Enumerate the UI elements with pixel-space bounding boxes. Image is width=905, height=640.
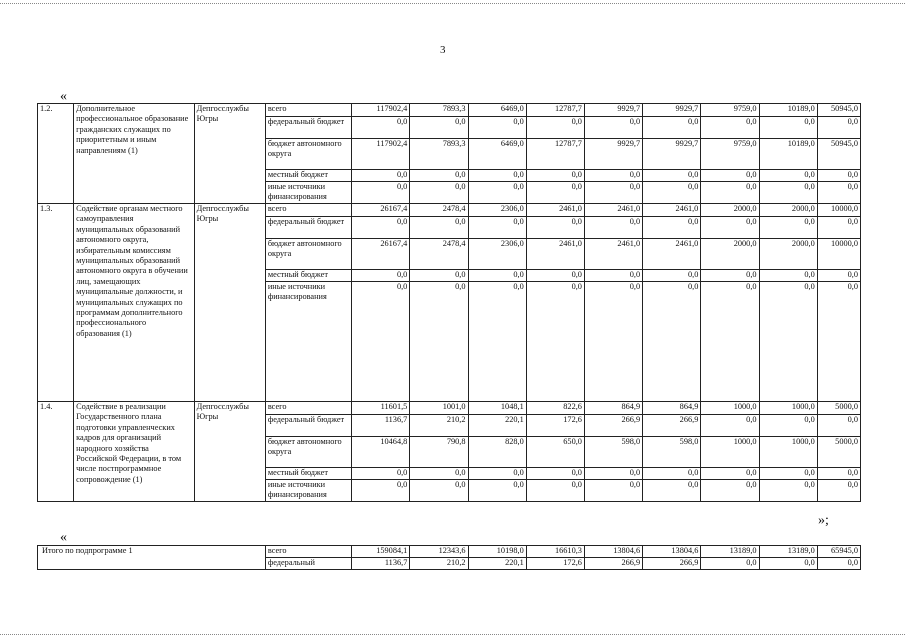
amount-cell: 11601,5 bbox=[352, 402, 410, 415]
amount-cell: 2461,0 bbox=[643, 204, 701, 217]
amount-cell: 0,0 bbox=[759, 282, 817, 402]
amount-cell: 864,9 bbox=[643, 402, 701, 415]
amount-cell: 0,0 bbox=[643, 270, 701, 282]
amount-cell: 0,0 bbox=[410, 480, 468, 502]
amount-cell: 0,0 bbox=[468, 182, 526, 204]
amount-cell: 0,0 bbox=[584, 182, 642, 204]
amount-cell: 266,9 bbox=[584, 415, 642, 437]
amount-cell: 0,0 bbox=[584, 170, 642, 182]
amount-cell: 0,0 bbox=[643, 282, 701, 402]
amount-cell: 9929,7 bbox=[643, 104, 701, 117]
amount-cell: 1001,0 bbox=[410, 402, 468, 415]
funding-source: федеральный бюджет bbox=[265, 415, 351, 437]
amount-cell: 2461,0 bbox=[526, 239, 584, 270]
funding-source: федеральный бюджет bbox=[265, 217, 351, 239]
funding-source: всего bbox=[265, 204, 351, 217]
amount-cell: 0,0 bbox=[817, 558, 860, 570]
amount-cell: 266,9 bbox=[643, 558, 701, 570]
subprogram-activities-table bbox=[37, 103, 861, 502]
amount-cell: 9759,0 bbox=[701, 104, 759, 117]
amount-cell: 0,0 bbox=[410, 282, 468, 402]
amount-cell: 0,0 bbox=[410, 117, 468, 139]
amount-cell: 2461,0 bbox=[643, 239, 701, 270]
amount-cell: 5000,0 bbox=[817, 437, 860, 468]
subprogram-totals-table bbox=[37, 545, 861, 570]
amount-cell: 0,0 bbox=[410, 182, 468, 204]
amount-cell: 0,0 bbox=[410, 468, 468, 480]
amount-cell: 0,0 bbox=[584, 480, 642, 502]
amount-cell: 7893,3 bbox=[410, 139, 468, 170]
amount-cell: 10000,0 bbox=[817, 239, 860, 270]
amount-cell: 0,0 bbox=[817, 217, 860, 239]
amount-cell: 598,0 bbox=[643, 437, 701, 468]
amount-cell: 0,0 bbox=[526, 117, 584, 139]
amount-cell: 0,0 bbox=[526, 480, 584, 502]
amount-cell: 864,9 bbox=[584, 402, 642, 415]
amount-cell: 0,0 bbox=[410, 217, 468, 239]
amount-cell: 0,0 bbox=[817, 117, 860, 139]
amount-cell: 0,0 bbox=[817, 468, 860, 480]
funding-source: иные источники финансирования bbox=[265, 480, 351, 502]
amount-cell: 0,0 bbox=[701, 270, 759, 282]
amount-cell: 2461,0 bbox=[584, 239, 642, 270]
amount-cell: 0,0 bbox=[701, 170, 759, 182]
amount-cell: 0,0 bbox=[584, 270, 642, 282]
amount-cell: 13189,0 bbox=[701, 546, 759, 558]
amount-cell: 0,0 bbox=[643, 182, 701, 204]
amount-cell: 0,0 bbox=[468, 468, 526, 480]
amount-cell: 650,0 bbox=[526, 437, 584, 468]
funding-source: местный бюджет bbox=[265, 170, 351, 182]
amount-cell: 0,0 bbox=[352, 270, 410, 282]
amount-cell: 2478,4 bbox=[410, 204, 468, 217]
amount-cell: 0,0 bbox=[468, 270, 526, 282]
opening-quote-mark: « bbox=[60, 89, 67, 104]
activity-code: 1.2. bbox=[38, 104, 74, 204]
table-row bbox=[38, 402, 861, 415]
activity-name: Содействие в реализации Государственного плана подготовки управленческих кадров для организаций народного хозяйства Российской Федерации, в том числе постпрограммное сопровождение (1) bbox=[74, 402, 194, 502]
amount-cell: 0,0 bbox=[643, 468, 701, 480]
amount-cell: 0,0 bbox=[759, 415, 817, 437]
amount-cell: 0,0 bbox=[759, 468, 817, 480]
amount-cell: 0,0 bbox=[526, 217, 584, 239]
amount-cell: 50945,0 bbox=[817, 139, 860, 170]
amount-cell: 2461,0 bbox=[526, 204, 584, 217]
activity-code: 1.3. bbox=[38, 204, 74, 402]
amount-cell: 117902,4 bbox=[352, 139, 410, 170]
amount-cell: 2000,0 bbox=[759, 239, 817, 270]
amount-cell: 0,0 bbox=[468, 480, 526, 502]
amount-cell: 0,0 bbox=[759, 170, 817, 182]
amount-cell: 9929,7 bbox=[584, 104, 642, 117]
amount-cell: 10189,0 bbox=[759, 139, 817, 170]
amount-cell: 0,0 bbox=[643, 170, 701, 182]
amount-cell: 0,0 bbox=[468, 217, 526, 239]
amount-cell: 0,0 bbox=[526, 182, 584, 204]
amount-cell: 159084,1 bbox=[352, 546, 410, 558]
amount-cell: 0,0 bbox=[817, 182, 860, 204]
amount-cell: 0,0 bbox=[817, 282, 860, 402]
amount-cell: 13189,0 bbox=[759, 546, 817, 558]
amount-cell: 0,0 bbox=[352, 282, 410, 402]
amount-cell: 1136,7 bbox=[352, 415, 410, 437]
executor-name: Депгосслужбы Югры bbox=[194, 204, 265, 402]
funding-source: федеральный бюджет bbox=[265, 117, 351, 139]
amount-cell: 2306,0 bbox=[468, 204, 526, 217]
amount-cell: 0,0 bbox=[643, 217, 701, 239]
amount-cell: 0,0 bbox=[817, 270, 860, 282]
amount-cell: 12343,6 bbox=[410, 546, 468, 558]
amount-cell: 0,0 bbox=[352, 117, 410, 139]
amount-cell: 0,0 bbox=[526, 468, 584, 480]
amount-cell: 2000,0 bbox=[701, 204, 759, 217]
amount-cell: 598,0 bbox=[584, 437, 642, 468]
funding-source: бюджет автономного округа bbox=[265, 437, 351, 468]
amount-cell: 1000,0 bbox=[701, 402, 759, 415]
amount-cell: 0,0 bbox=[701, 468, 759, 480]
amount-cell: 1048,1 bbox=[468, 402, 526, 415]
amount-cell: 0,0 bbox=[817, 170, 860, 182]
amount-cell: 822,6 bbox=[526, 402, 584, 415]
funding-source: бюджет автономного округа bbox=[265, 139, 351, 170]
amount-cell: 210,2 bbox=[410, 558, 468, 570]
amount-cell: 828,0 bbox=[468, 437, 526, 468]
amount-cell: 1000,0 bbox=[759, 437, 817, 468]
funding-source: иные источники финансирования bbox=[265, 182, 351, 204]
amount-cell: 0,0 bbox=[759, 480, 817, 502]
amount-cell: 6469,0 bbox=[468, 139, 526, 170]
amount-cell: 172,6 bbox=[526, 558, 584, 570]
amount-cell: 0,0 bbox=[759, 217, 817, 239]
amount-cell: 9929,7 bbox=[643, 139, 701, 170]
amount-cell: 1000,0 bbox=[701, 437, 759, 468]
amount-cell: 0,0 bbox=[584, 282, 642, 402]
funding-source: местный бюджет bbox=[265, 270, 351, 282]
amount-cell: 0,0 bbox=[701, 480, 759, 502]
amount-cell: 0,0 bbox=[701, 415, 759, 437]
amount-cell: 0,0 bbox=[468, 117, 526, 139]
amount-cell: 0,0 bbox=[352, 182, 410, 204]
amount-cell: 0,0 bbox=[526, 270, 584, 282]
amount-cell: 172,6 bbox=[526, 415, 584, 437]
amount-cell: 790,8 bbox=[410, 437, 468, 468]
table-row bbox=[38, 546, 861, 558]
amount-cell: 2306,0 bbox=[468, 239, 526, 270]
amount-cell: 12787,7 bbox=[526, 139, 584, 170]
funding-source: всего bbox=[265, 546, 351, 558]
amount-cell: 10198,0 bbox=[468, 546, 526, 558]
funding-source: иные источники финансирования bbox=[265, 282, 351, 402]
amount-cell: 0,0 bbox=[701, 217, 759, 239]
activity-name: Содействие органам местного самоуправления муниципальных образований автономного округа, избирательным комиссиям муниципальных образований автономного округа в обучении лиц, замещающих муниципальные должности, и муниципальных служащих по программам дополнительного профессионального образования (1) bbox=[74, 204, 194, 402]
amount-cell: 2478,4 bbox=[410, 239, 468, 270]
amount-cell: 65945,0 bbox=[817, 546, 860, 558]
amount-cell: 0,0 bbox=[701, 182, 759, 204]
amount-cell: 13804,6 bbox=[643, 546, 701, 558]
funding-source: всего bbox=[265, 402, 351, 415]
funding-source: бюджет автономного округа bbox=[265, 239, 351, 270]
funding-source: федеральный bbox=[265, 558, 351, 570]
amount-cell: 266,9 bbox=[643, 415, 701, 437]
executor-name: Депгосслужбы Югры bbox=[194, 104, 265, 204]
amount-cell: 0,0 bbox=[584, 117, 642, 139]
amount-cell: 0,0 bbox=[352, 217, 410, 239]
amount-cell: 2461,0 bbox=[584, 204, 642, 217]
amount-cell: 2000,0 bbox=[701, 239, 759, 270]
amount-cell: 0,0 bbox=[352, 170, 410, 182]
amount-cell: 10000,0 bbox=[817, 204, 860, 217]
opening-quote-mark-totals: « bbox=[60, 530, 67, 545]
amount-cell: 0,0 bbox=[410, 270, 468, 282]
amount-cell: 0,0 bbox=[352, 480, 410, 502]
amount-cell: 0,0 bbox=[817, 415, 860, 437]
scan-top-edge bbox=[0, 3, 905, 4]
amount-cell: 117902,4 bbox=[352, 104, 410, 117]
amount-cell: 0,0 bbox=[759, 182, 817, 204]
executor-name: Депгосслужбы Югры bbox=[194, 402, 265, 502]
amount-cell: 0,0 bbox=[526, 282, 584, 402]
amount-cell: 266,9 bbox=[584, 558, 642, 570]
amount-cell: 0,0 bbox=[701, 117, 759, 139]
amount-cell: 210,2 bbox=[410, 415, 468, 437]
amount-cell: 6469,0 bbox=[468, 104, 526, 117]
amount-cell: 2000,0 bbox=[759, 204, 817, 217]
funding-source: местный бюджет bbox=[265, 468, 351, 480]
amount-cell: 7893,3 bbox=[410, 104, 468, 117]
amount-cell: 50945,0 bbox=[817, 104, 860, 117]
amount-cell: 12787,7 bbox=[526, 104, 584, 117]
table-row bbox=[38, 204, 861, 217]
amount-cell: 5000,0 bbox=[817, 402, 860, 415]
amount-cell: 16610,3 bbox=[526, 546, 584, 558]
funding-source: всего bbox=[265, 104, 351, 117]
amount-cell: 0,0 bbox=[410, 170, 468, 182]
amount-cell: 0,0 bbox=[817, 480, 860, 502]
amount-cell: 0,0 bbox=[468, 170, 526, 182]
amount-cell: 220,1 bbox=[468, 415, 526, 437]
amount-cell: 13804,6 bbox=[584, 546, 642, 558]
amount-cell: 0,0 bbox=[759, 117, 817, 139]
amount-cell: 10189,0 bbox=[759, 104, 817, 117]
amount-cell: 10464,8 bbox=[352, 437, 410, 468]
amount-cell: 0,0 bbox=[643, 117, 701, 139]
amount-cell: 0,0 bbox=[526, 170, 584, 182]
amount-cell: 9929,7 bbox=[584, 139, 642, 170]
amount-cell: 0,0 bbox=[701, 558, 759, 570]
amount-cell: 0,0 bbox=[701, 282, 759, 402]
amount-cell: 1136,7 bbox=[352, 558, 410, 570]
amount-cell: 0,0 bbox=[468, 282, 526, 402]
amount-cell: 0,0 bbox=[352, 468, 410, 480]
amount-cell: 220,1 bbox=[468, 558, 526, 570]
amount-cell: 0,0 bbox=[584, 468, 642, 480]
amount-cell: 26167,4 bbox=[352, 204, 410, 217]
amount-cell: 1000,0 bbox=[759, 402, 817, 415]
totals-label: Итого по подпрограмме 1 bbox=[38, 546, 266, 570]
page-number: 3 bbox=[440, 44, 446, 56]
amount-cell: 0,0 bbox=[759, 270, 817, 282]
amount-cell: 0,0 bbox=[584, 217, 642, 239]
scan-bottom-edge bbox=[0, 634, 905, 635]
amount-cell: 0,0 bbox=[759, 558, 817, 570]
activity-code: 1.4. bbox=[38, 402, 74, 502]
table-row bbox=[38, 104, 861, 117]
amount-cell: 0,0 bbox=[643, 480, 701, 502]
amount-cell: 26167,4 bbox=[352, 239, 410, 270]
activity-name: Дополнительное профессиональное образование гражданских служащих по приоритетным и иным направлениям (1) bbox=[74, 104, 194, 204]
amount-cell: 9759,0 bbox=[701, 139, 759, 170]
closing-quote-mark: »; bbox=[818, 513, 829, 528]
